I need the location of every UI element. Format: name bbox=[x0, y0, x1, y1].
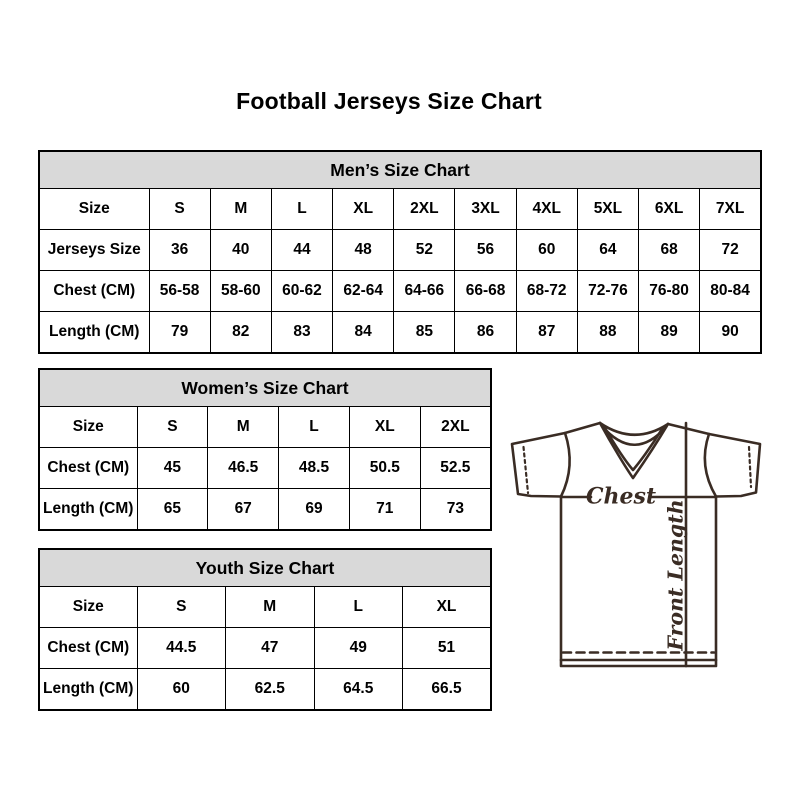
size-cell: 73 bbox=[420, 489, 491, 530]
size-cell: 44.5 bbox=[137, 628, 226, 669]
row-label: Length (CM) bbox=[39, 312, 149, 353]
size-cell: 82 bbox=[210, 312, 271, 353]
table-row bbox=[39, 312, 761, 353]
size-cell: S bbox=[137, 587, 226, 628]
size-cell: L bbox=[271, 189, 332, 230]
right-armhole-seam bbox=[705, 434, 716, 497]
size-cell: S bbox=[149, 189, 210, 230]
size-cell: 60 bbox=[516, 230, 577, 271]
size-cell: 87 bbox=[516, 312, 577, 353]
table-header-row bbox=[39, 549, 491, 587]
row-label: Chest (CM) bbox=[39, 271, 149, 312]
table-row bbox=[39, 230, 761, 271]
row-label: Chest (CM) bbox=[39, 448, 137, 489]
size-cell: 3XL bbox=[455, 189, 516, 230]
size-cell: 69 bbox=[279, 489, 350, 530]
size-cell: XL bbox=[333, 189, 394, 230]
size-cell: 52 bbox=[394, 230, 455, 271]
size-cell: 5XL bbox=[577, 189, 638, 230]
size-cell: 76-80 bbox=[639, 271, 700, 312]
size-cell: M bbox=[208, 407, 279, 448]
size-cell: 89 bbox=[639, 312, 700, 353]
row-label: Length (CM) bbox=[39, 669, 137, 710]
table-row bbox=[39, 271, 761, 312]
size-cell: 68 bbox=[639, 230, 700, 271]
size-cell: 56-58 bbox=[149, 271, 210, 312]
table-row bbox=[39, 628, 491, 669]
jersey-outline bbox=[512, 423, 760, 666]
size-cell: 6XL bbox=[639, 189, 700, 230]
size-cell: 48 bbox=[333, 230, 394, 271]
size-cell: 68-72 bbox=[516, 271, 577, 312]
chest-label: Chest bbox=[585, 483, 657, 510]
table-row bbox=[39, 587, 491, 628]
youth-table-title: Youth Size Chart bbox=[39, 549, 491, 587]
size-cell: 67 bbox=[208, 489, 279, 530]
size-cell: 71 bbox=[349, 489, 420, 530]
size-cell: 36 bbox=[149, 230, 210, 271]
jersey-measurement-diagram bbox=[505, 400, 777, 680]
size-cell: 64-66 bbox=[394, 271, 455, 312]
youth-size-table bbox=[38, 548, 492, 711]
size-cell: 2XL bbox=[394, 189, 455, 230]
size-cell: 49 bbox=[314, 628, 403, 669]
size-cell: 52.5 bbox=[420, 448, 491, 489]
size-cell: 72-76 bbox=[577, 271, 638, 312]
size-cell: 51 bbox=[403, 628, 492, 669]
size-cell: XL bbox=[403, 587, 492, 628]
size-cell: 47 bbox=[226, 628, 315, 669]
size-cell: 88 bbox=[577, 312, 638, 353]
size-cell: 72 bbox=[700, 230, 761, 271]
size-cell: 7XL bbox=[700, 189, 761, 230]
page-title: Football Jerseys Size Chart bbox=[236, 88, 542, 114]
table-row bbox=[39, 407, 491, 448]
left-cuff-stitch-dashes bbox=[524, 447, 529, 493]
size-cell: 46.5 bbox=[208, 448, 279, 489]
women-table-title: Women’s Size Chart bbox=[39, 369, 491, 407]
table-row bbox=[39, 189, 761, 230]
size-cell: XL bbox=[349, 407, 420, 448]
right-cuff-stitch-dashes bbox=[749, 447, 751, 487]
size-cell: 58-60 bbox=[210, 271, 271, 312]
size-cell: 84 bbox=[333, 312, 394, 353]
size-cell: 48.5 bbox=[279, 448, 350, 489]
size-cell: 62.5 bbox=[226, 669, 315, 710]
men-table-title: Men’s Size Chart bbox=[39, 151, 761, 189]
size-cell: 60-62 bbox=[271, 271, 332, 312]
size-cell: 62-64 bbox=[333, 271, 394, 312]
size-cell: L bbox=[314, 587, 403, 628]
size-cell: 90 bbox=[700, 312, 761, 353]
size-cell: 66-68 bbox=[455, 271, 516, 312]
table-header-row bbox=[39, 151, 761, 189]
size-cell: 44 bbox=[271, 230, 332, 271]
size-cell: 66.5 bbox=[403, 669, 492, 710]
size-cell: 85 bbox=[394, 312, 455, 353]
size-cell: L bbox=[279, 407, 350, 448]
size-cell: 64.5 bbox=[314, 669, 403, 710]
womens-size-table bbox=[38, 368, 492, 531]
table-row bbox=[39, 448, 491, 489]
row-label: Size bbox=[39, 189, 149, 230]
size-cell: 64 bbox=[577, 230, 638, 271]
table-row bbox=[39, 489, 491, 530]
size-cell: 40 bbox=[210, 230, 271, 271]
size-cell: 83 bbox=[271, 312, 332, 353]
size-cell: 80-84 bbox=[700, 271, 761, 312]
row-label: Jerseys Size bbox=[39, 230, 149, 271]
row-label: Size bbox=[39, 407, 137, 448]
size-cell: 79 bbox=[149, 312, 210, 353]
size-cell: 60 bbox=[137, 669, 226, 710]
front-length-label: Front Length bbox=[663, 499, 688, 651]
size-cell: 56 bbox=[455, 230, 516, 271]
size-cell: 2XL bbox=[420, 407, 491, 448]
size-cell: 86 bbox=[455, 312, 516, 353]
left-armhole-seam bbox=[561, 433, 570, 497]
size-cell: M bbox=[210, 189, 271, 230]
size-cell: 45 bbox=[137, 448, 208, 489]
size-cell: 4XL bbox=[516, 189, 577, 230]
size-cell: 50.5 bbox=[349, 448, 420, 489]
row-label: Chest (CM) bbox=[39, 628, 137, 669]
size-cell: 65 bbox=[137, 489, 208, 530]
mens-size-table bbox=[38, 150, 762, 354]
size-cell: M bbox=[226, 587, 315, 628]
table-row bbox=[39, 669, 491, 710]
size-cell: S bbox=[137, 407, 208, 448]
row-label: Length (CM) bbox=[39, 489, 137, 530]
table-header-row bbox=[39, 369, 491, 407]
row-label: Size bbox=[39, 587, 137, 628]
